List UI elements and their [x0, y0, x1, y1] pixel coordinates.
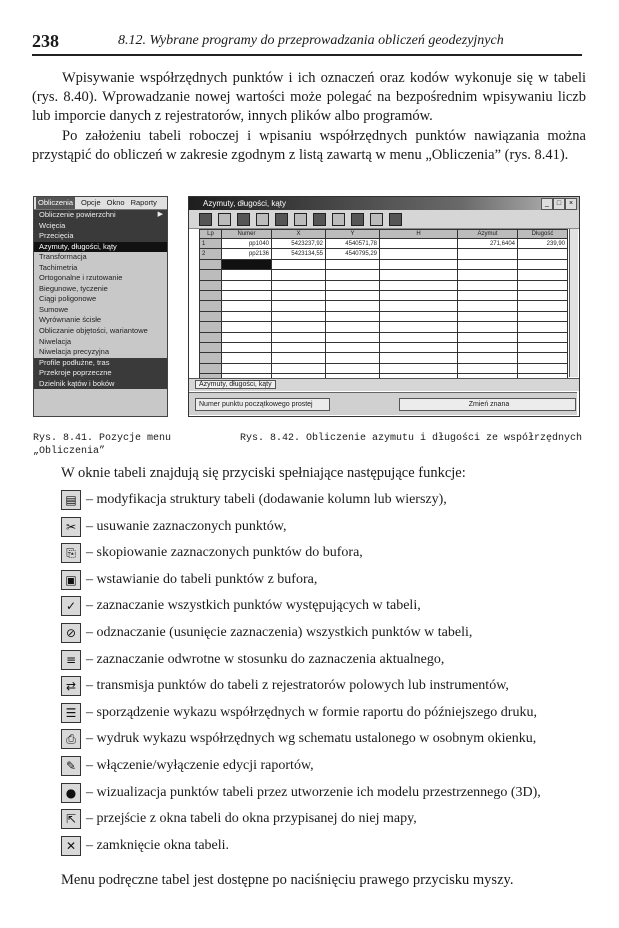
menu-item	[34, 284, 167, 295]
function-row	[61, 568, 317, 592]
table-cell	[380, 290, 458, 300]
table-cell	[458, 270, 518, 280]
menu-item-label: Ortogonalne i rzutowanie	[39, 273, 123, 283]
paste-icon: ▣	[61, 570, 81, 590]
column-header: Y	[326, 230, 380, 239]
table-cell	[458, 322, 518, 332]
function-row	[61, 515, 286, 539]
table-cell	[326, 280, 380, 290]
function-row	[61, 754, 314, 778]
table-cell	[518, 311, 568, 321]
column-header: Długość	[518, 230, 568, 239]
table-cell	[200, 290, 222, 300]
function-description: – transmisja punktów do tabeli z rejestratorów polowych lub instrumentów,	[86, 678, 509, 694]
paragraph-2: Po założeniu tabeli roboczej i wpisaniu współrzędnych punktów nawiązania można przystąpić do obliczeń w zakresie zgodnym z listą zawartą w menu „Obliczenia” (rys. 8.41).	[32, 128, 586, 163]
table-cell	[518, 280, 568, 290]
menu-items	[34, 210, 167, 389]
table-cell	[458, 353, 518, 363]
table-cell	[326, 332, 380, 342]
table-cell: 4540795,29	[326, 249, 380, 259]
menu-item-label: Niwelacja	[39, 336, 72, 346]
table-cell	[222, 332, 272, 342]
function-description: – sporządzenie wykazu współrzędnych w formie raportu do późniejszego druku,	[86, 704, 537, 720]
table-cell: 271,6404	[458, 239, 518, 249]
menu-item-label: Dzielnik kątów i boków	[39, 378, 115, 388]
menubar-item: Okno	[106, 198, 125, 207]
function-description: – zaznaczanie odwrotne w stosunku do zaznaczenia aktualnego,	[86, 651, 445, 667]
table-row	[200, 311, 568, 321]
table-cell: 1	[200, 239, 222, 249]
page-number: 238	[32, 31, 59, 51]
table-cell	[458, 259, 518, 269]
function-row	[61, 727, 536, 751]
function-row	[61, 621, 472, 645]
table-cell	[326, 259, 380, 269]
menu-item-label: Transformacja	[39, 252, 87, 262]
3d-view-icon: ●	[61, 783, 81, 803]
table-cell	[272, 322, 326, 332]
sheet-tabs	[189, 378, 580, 391]
menu-item	[34, 231, 167, 242]
table-cell: 5423237,92	[272, 239, 326, 249]
deselect-icon: ⊘	[61, 623, 81, 643]
menu-item-label: Wcięcia	[39, 220, 66, 230]
minimize-icon: _	[541, 198, 553, 210]
function-row	[61, 594, 421, 618]
menu-item	[34, 379, 167, 390]
menu-item	[34, 305, 167, 316]
menu-item-label: Wyrównanie ścisłe	[39, 315, 102, 325]
table-cell	[326, 353, 380, 363]
function-row	[61, 674, 509, 698]
function-row	[61, 701, 537, 725]
sheet-tab: Azymuty, długości, kąty	[195, 380, 276, 389]
toolbar-icon	[294, 213, 307, 226]
function-description: – przejście z okna tabeli do okna przypisanej do niej mapy,	[86, 811, 417, 827]
table-cell	[200, 342, 222, 352]
function-description: – skopiowanie zaznaczonych punktów do bufora,	[86, 545, 363, 561]
table-row	[200, 301, 568, 311]
table-cell	[380, 353, 458, 363]
column-header: Lp	[200, 230, 222, 239]
table-cell	[326, 301, 380, 311]
report-icon: ☰	[61, 703, 81, 723]
menu-item	[34, 347, 167, 358]
table-row	[200, 290, 568, 300]
menu-item	[34, 315, 167, 326]
table-cell	[200, 353, 222, 363]
status-button: Zmień znana	[399, 398, 576, 411]
column-header: H	[380, 230, 458, 239]
table-cell	[200, 332, 222, 342]
table-cell	[458, 363, 518, 373]
table-row	[200, 259, 568, 269]
table-cell	[326, 290, 380, 300]
menu-item	[34, 221, 167, 232]
table-cell: 2	[200, 249, 222, 259]
menubar-item: Opcje	[81, 198, 101, 207]
closing-text: Menu podręczne tabel jest dostępne po naciśnięciu prawego przycisku myszy.	[61, 872, 514, 888]
table-cell	[380, 280, 458, 290]
chapter-title: 8.12. Wybrane programy do przeprowadzania obliczeń geodezyjnych	[118, 33, 504, 48]
table-cell	[380, 239, 458, 249]
table-cell	[272, 301, 326, 311]
menu-item-label: Profile podłużne, tras	[39, 357, 110, 367]
function-description: – wydruk wykazu współrzędnych wg schematu ustalonego w osobnym okienku,	[86, 731, 537, 747]
table-cell: 239,90	[518, 239, 568, 249]
function-description: – usuwanie zaznaczonych punktów,	[86, 518, 287, 534]
menu-item-label: Tachimetria	[39, 262, 78, 272]
menubar-item: Raporty	[130, 198, 157, 207]
table-cell	[272, 332, 326, 342]
menu-item	[34, 358, 167, 369]
window-title-bar	[189, 197, 579, 210]
table-structure-icon: ▤	[61, 490, 81, 510]
menu-item	[34, 263, 167, 274]
copy-icon: ⎘	[61, 543, 81, 563]
invert-selection-icon: ≡	[61, 650, 81, 670]
function-row	[61, 648, 444, 672]
table-cell	[458, 280, 518, 290]
table-cell	[326, 363, 380, 373]
table-cell	[326, 311, 380, 321]
table-cell	[380, 363, 458, 373]
transfer-icon: ⇄	[61, 676, 81, 696]
table-cell	[518, 259, 568, 269]
table-cell	[200, 270, 222, 280]
functions-intro: W oknie tabeli znajdują się przyciski spełniające następujące funkcje:	[61, 465, 466, 481]
function-description: – modyfikacja struktury tabeli (dodawanie kolumn lub wierszy),	[86, 492, 447, 507]
paragraph-1: Wpisywanie współrzędnych punktów i ich oznaczeń oraz kodów wykonuje się w tabeli (rys. 8.40). Wprowadzanie nowej wartości może polegać na bezpośrednim wpisywaniu liczb lub imporcie danych z rejestratorów, innych plików albo programów.	[32, 70, 586, 124]
table-cell	[518, 290, 568, 300]
table-cell	[272, 311, 326, 321]
close-icon: ×	[565, 198, 577, 210]
table-row	[200, 332, 568, 342]
close-table-icon: ✕	[61, 836, 81, 856]
table-cell	[380, 311, 458, 321]
table-cell	[518, 322, 568, 332]
table-cell	[380, 249, 458, 259]
table-cell	[518, 342, 568, 352]
table-cell	[458, 249, 518, 259]
menu-item	[34, 242, 167, 253]
table-cell	[458, 332, 518, 342]
table-cell	[200, 280, 222, 290]
status-area	[189, 392, 577, 415]
table-window-screenshot	[188, 196, 580, 417]
table-cell	[380, 342, 458, 352]
table-cell: pp2136	[222, 249, 272, 259]
grid-body	[200, 239, 568, 384]
calculations-menu-screenshot	[33, 196, 168, 417]
table-cell	[272, 259, 326, 269]
menu-item-label: Niwelacja precyzyjna	[39, 347, 110, 357]
column-header: Numer	[222, 230, 272, 239]
menu-item-label: Przekroje poprzeczne	[39, 368, 112, 378]
menu-item-label: Ciągi poligonowe	[39, 294, 97, 304]
function-row	[61, 807, 417, 831]
toolbar-icon	[218, 213, 231, 226]
menu-item-label: Azymuty, długości, kąty	[39, 241, 117, 251]
table-cell	[222, 301, 272, 311]
menu-item-label: Sumowe	[39, 304, 69, 314]
table-cell	[222, 280, 272, 290]
table-cell	[518, 301, 568, 311]
table-row	[200, 270, 568, 280]
table-cell	[518, 332, 568, 342]
map-link-icon: ⇱	[61, 809, 81, 829]
toolbar-icon	[313, 213, 326, 226]
window-toolbar	[189, 210, 579, 229]
table-cell	[380, 322, 458, 332]
menu-item	[34, 273, 167, 284]
table-cell	[458, 290, 518, 300]
table-cell: 5423134,55	[272, 249, 326, 259]
toolbar-icon	[237, 213, 250, 226]
table-cell	[518, 249, 568, 259]
submenu-arrow-icon: ▶	[157, 211, 163, 218]
function-description: – włączenie/wyłączenie edycji raportów,	[86, 758, 314, 773]
function-description: – wstawianie do tabeli punktów z bufora,	[86, 571, 318, 587]
table-cell	[272, 363, 326, 373]
toolbar-icon	[256, 213, 269, 226]
table-cell	[380, 332, 458, 342]
menu-item	[34, 210, 167, 221]
menu-item	[34, 326, 167, 337]
table-row	[200, 322, 568, 332]
menu-item	[34, 252, 167, 263]
function-row	[61, 488, 447, 512]
coordinates-grid	[199, 229, 567, 377]
report-edit-icon: ✎	[61, 756, 81, 776]
table-row	[200, 239, 568, 249]
print-icon: ⎙	[61, 729, 81, 749]
table-cell	[200, 301, 222, 311]
toolbar-icon	[332, 213, 345, 226]
function-row	[61, 541, 363, 565]
menubar-item: Obliczenia	[38, 198, 74, 207]
table-cell	[222, 363, 272, 373]
delete-points-icon: ✂	[61, 517, 81, 537]
grid-header-row	[200, 230, 568, 239]
toolbar-icon	[351, 213, 364, 226]
table-cell	[222, 322, 272, 332]
table-cell	[272, 270, 326, 280]
table-cell	[200, 311, 222, 321]
table-cell	[458, 342, 518, 352]
table-row	[200, 363, 568, 373]
function-description: – wizualizacja punktów tabeli przez utworzenie ich modelu przestrzennego (3D),	[86, 784, 541, 800]
table-cell: 4540571,78	[326, 239, 380, 249]
table-cell	[272, 353, 326, 363]
function-row	[61, 781, 541, 805]
table-cell	[200, 322, 222, 332]
table-cell: pp1040	[222, 239, 272, 249]
figure-caption-8-41: Rys. 8.41. Pozycje menu „Obliczenia”	[33, 433, 172, 457]
table-cell	[380, 259, 458, 269]
header-rule	[32, 54, 582, 56]
table-cell	[222, 270, 272, 280]
table-row	[200, 353, 568, 363]
toolbar-icon	[370, 213, 383, 226]
menu-item-label: Obliczenie powierzchni	[39, 210, 116, 219]
table-cell	[200, 259, 222, 269]
function-description: – zaznaczanie wszystkich punktów występujących w tabeli,	[86, 598, 421, 614]
table-cell	[222, 259, 272, 269]
table-cell	[326, 322, 380, 332]
select-all-icon: ✓	[61, 596, 81, 616]
table-row	[200, 249, 568, 259]
table-cell	[272, 280, 326, 290]
status-field: Numer punktu początkowego prostej	[195, 398, 330, 411]
vertical-scrollbar	[569, 229, 578, 377]
maximize-icon: □	[553, 198, 565, 210]
table-cell	[222, 342, 272, 352]
table-cell	[380, 270, 458, 280]
table-cell	[200, 363, 222, 373]
table-cell	[326, 270, 380, 280]
menu-item	[34, 368, 167, 379]
table-cell	[518, 363, 568, 373]
table-cell	[326, 342, 380, 352]
toolbar-icon	[389, 213, 402, 226]
menubar	[34, 197, 167, 210]
menu-item-label: Obliczanie objętości, wariantowe	[39, 326, 148, 336]
toolbar-icon	[199, 213, 212, 226]
window-title: Azymuty, długości, kąty	[203, 199, 286, 208]
toolbar-icon	[275, 213, 288, 226]
menu-item-label: Biegunowe, tyczenie	[39, 283, 108, 293]
menu-item-label: Przecięcia	[39, 231, 74, 241]
function-description: – zamknięcie okna tabeli.	[86, 837, 230, 853]
column-header: Azymut	[458, 230, 518, 239]
table-cell	[222, 353, 272, 363]
table-cell	[458, 301, 518, 311]
table-cell	[518, 353, 568, 363]
column-header: X	[272, 230, 326, 239]
function-row	[61, 834, 229, 858]
table-cell	[458, 311, 518, 321]
menu-item	[34, 294, 167, 305]
table-cell	[518, 270, 568, 280]
figure-caption-8-42: Rys. 8.42. Obliczenie azymutu i długości ze współrzędnych	[240, 433, 583, 444]
table-cell	[380, 301, 458, 311]
menu-item	[34, 337, 167, 348]
table-row	[200, 280, 568, 290]
table-cell	[222, 311, 272, 321]
table-cell	[272, 342, 326, 352]
table-row	[200, 342, 568, 352]
function-description: – odznaczanie (usunięcie zaznaczenia) wszystkich punktów w tabeli,	[86, 625, 473, 640]
table-cell	[222, 290, 272, 300]
table-cell	[272, 290, 326, 300]
